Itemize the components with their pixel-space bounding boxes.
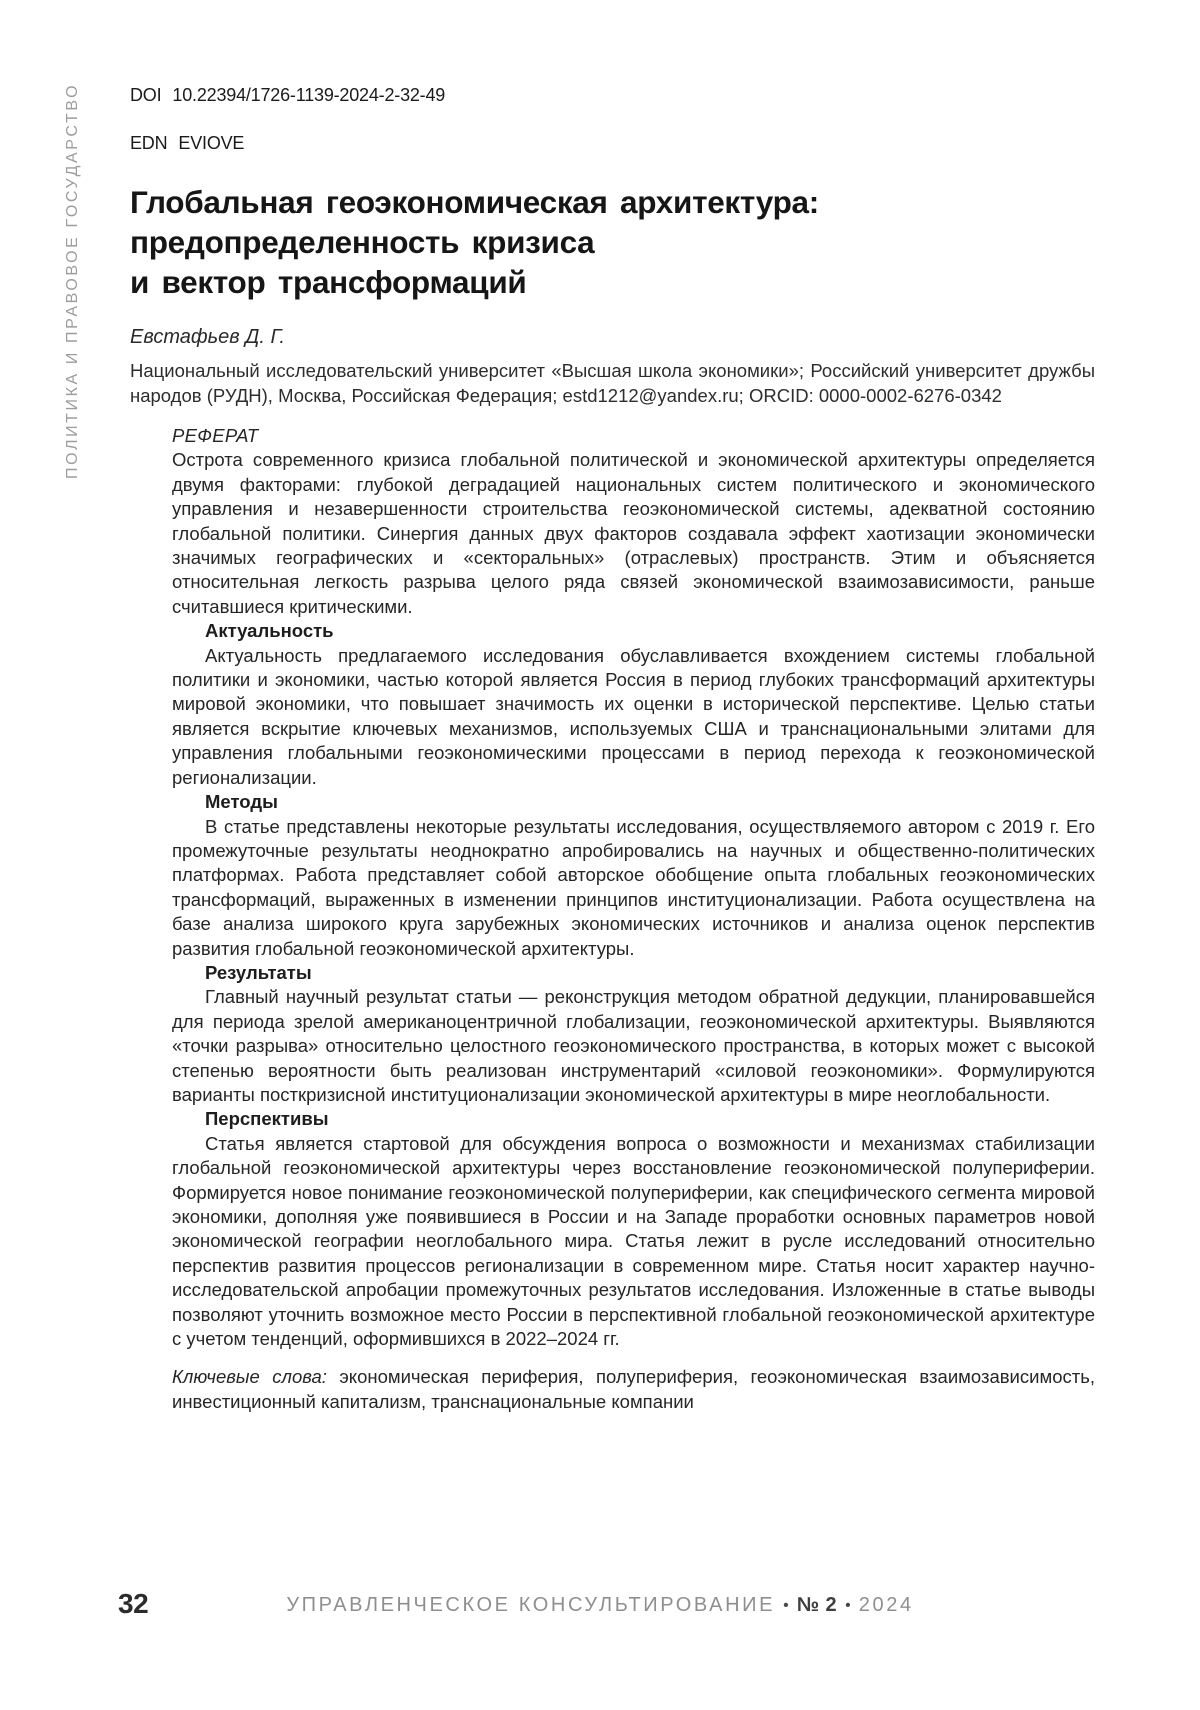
footer-separator: •: [845, 1597, 851, 1614]
section-body: В статье представлены некоторые результаты исследования, осуществляемого автором с 2019 г. Его промежуточные результаты неоднократно апробировались на научных и общественно-политических платформах. Работа представляет собой авторское обобщение опыта глобальных геоэкономических трансформаций, выраженных в изменении принципов институционализации. Работа осуществлена на базе анализа широкого круга зарубежных экономических источников и анализа оценок перспектив развития глобальной геоэкономической архитектуры.: [172, 815, 1095, 959]
journal-year: 2024: [858, 1594, 914, 1616]
page-number: 32: [118, 1588, 149, 1619]
keywords-block: [172, 1365, 1095, 1414]
journal-footer: [0, 1594, 1200, 1617]
author-name: Евстафьев Д. Г.: [130, 326, 285, 348]
edn-value: EVIOVE: [178, 133, 245, 153]
section-heading: Методы: [205, 791, 278, 813]
section-body: Статья является стартовой для обсуждения вопроса о возможности и механизмах стабилизации глобальной геоэкономической архитектуры через восстановление геоэкономической полупериферии. Формируется новое понимание геоэкономической полупериферии, как специфического сегмента мировой экономики, дополняя уже появившиеся в России и на Западе проработки основных параметров новой экономической географии неоглобального мира. Статья лежит в русле исследований относительно перспектив развития процессов регионализации в современном мире. Статья носит характер научно-исследовательской апробации промежуточных результатов исследования. Изложенные в статье выводы позволяют уточнить возможное место России в перспективной глобальной геоэкономической архитектуре с учетом тенденций, оформившихся в 2022–2024 гг.: [172, 1132, 1095, 1350]
footer-separator: •: [783, 1597, 789, 1614]
title-line: предопределенность кризиса: [130, 224, 595, 260]
section-body: Главный научный результат статьи — реконструкция методом обратной дедукции, планировавшейся для периода зрелой американоцентричной глобализации, геоэкономической архитектуры. Выявляются «точки разрыва» относительно целостного геоэкономического пространства, в которых может с высокой степенью вероятности быть реализован инструментарий «силовой геоэкономики». Формулируются варианты посткризисной институционализации экономической архитектуры в мире неоглобальности.: [172, 986, 1095, 1105]
edn-label: EDN: [130, 133, 168, 153]
abstract-label: РЕФЕРАТ: [172, 425, 259, 446]
doi-label: DOI: [130, 85, 162, 105]
abstract-intro: Острота современного кризиса глобальной политической и экономической архитектуры определяется двумя факторами: глубокой деградацией национальных систем политического и экономического управления и незавершенности строительства геоэкономической системы, адекватной состоянию глобальной политики. Синергия данных двух факторов создавала эффект хаотизации экономически значимых географических и «секторальных» (отраслевых) пространств. Этим и объясняется относительная легкость разрыва целого ряда связей экономической взаимозависимости, раньше считавшиеся критическими.: [172, 449, 1095, 617]
abstract-block: [172, 424, 1095, 1414]
section-running-head: ПОЛИТИКА И ПРАВОВОЕ ГОСУДАРСТВО: [64, 82, 81, 479]
title-line: и вектор трансформаций: [130, 264, 527, 300]
section-heading: Результаты: [205, 961, 312, 983]
doi-line: [130, 84, 1095, 106]
author-affiliation: Национальный исследовательский университет «Высшая школа экономики»; Российский университет дружбы народов (РУДН), Москва, Российская Федерация; estd1212@yandex.ru; ORCID: 0000-0002-6276-0342: [130, 360, 1095, 406]
edn-line: [130, 132, 1095, 154]
article-content: [130, 0, 1095, 1414]
keywords-label: Ключевые слова:: [172, 1366, 327, 1388]
doi-value: 10.22394/1726-1139-2024-2-32-49: [172, 85, 446, 105]
title-line: Глобальная геоэкономическая архитектура:: [130, 184, 819, 220]
article-title: [130, 182, 1095, 302]
section-heading: Перспективы: [205, 1108, 329, 1130]
journal-name: УПРАВЛЕНЧЕСКОЕ КОНСУЛЬТИРОВАНИЕ: [286, 1594, 776, 1616]
keywords-text: экономическая периферия, полупериферия, геоэкономическая взаимозависимость, инвестиционный капитализм, транснациональные компании: [172, 1366, 1095, 1412]
section-heading: Актуальность: [205, 620, 334, 642]
section-body: Актуальность предлагаемого исследования обуславливается вхождением системы глобальной политики и экономики, частью которой является Россия в период глубоких трансформаций архитектуры мировой экономики, что повышает значимость их оценки в исторической перспективе. Целью статьи является вскрытие ключевых механизмов, используемых США и транснациональными элитами для управления глобальными геоэкономическими процессами в период перехода к геоэкономической регионализации.: [172, 644, 1095, 788]
journal-issue: № 2: [796, 1594, 838, 1616]
